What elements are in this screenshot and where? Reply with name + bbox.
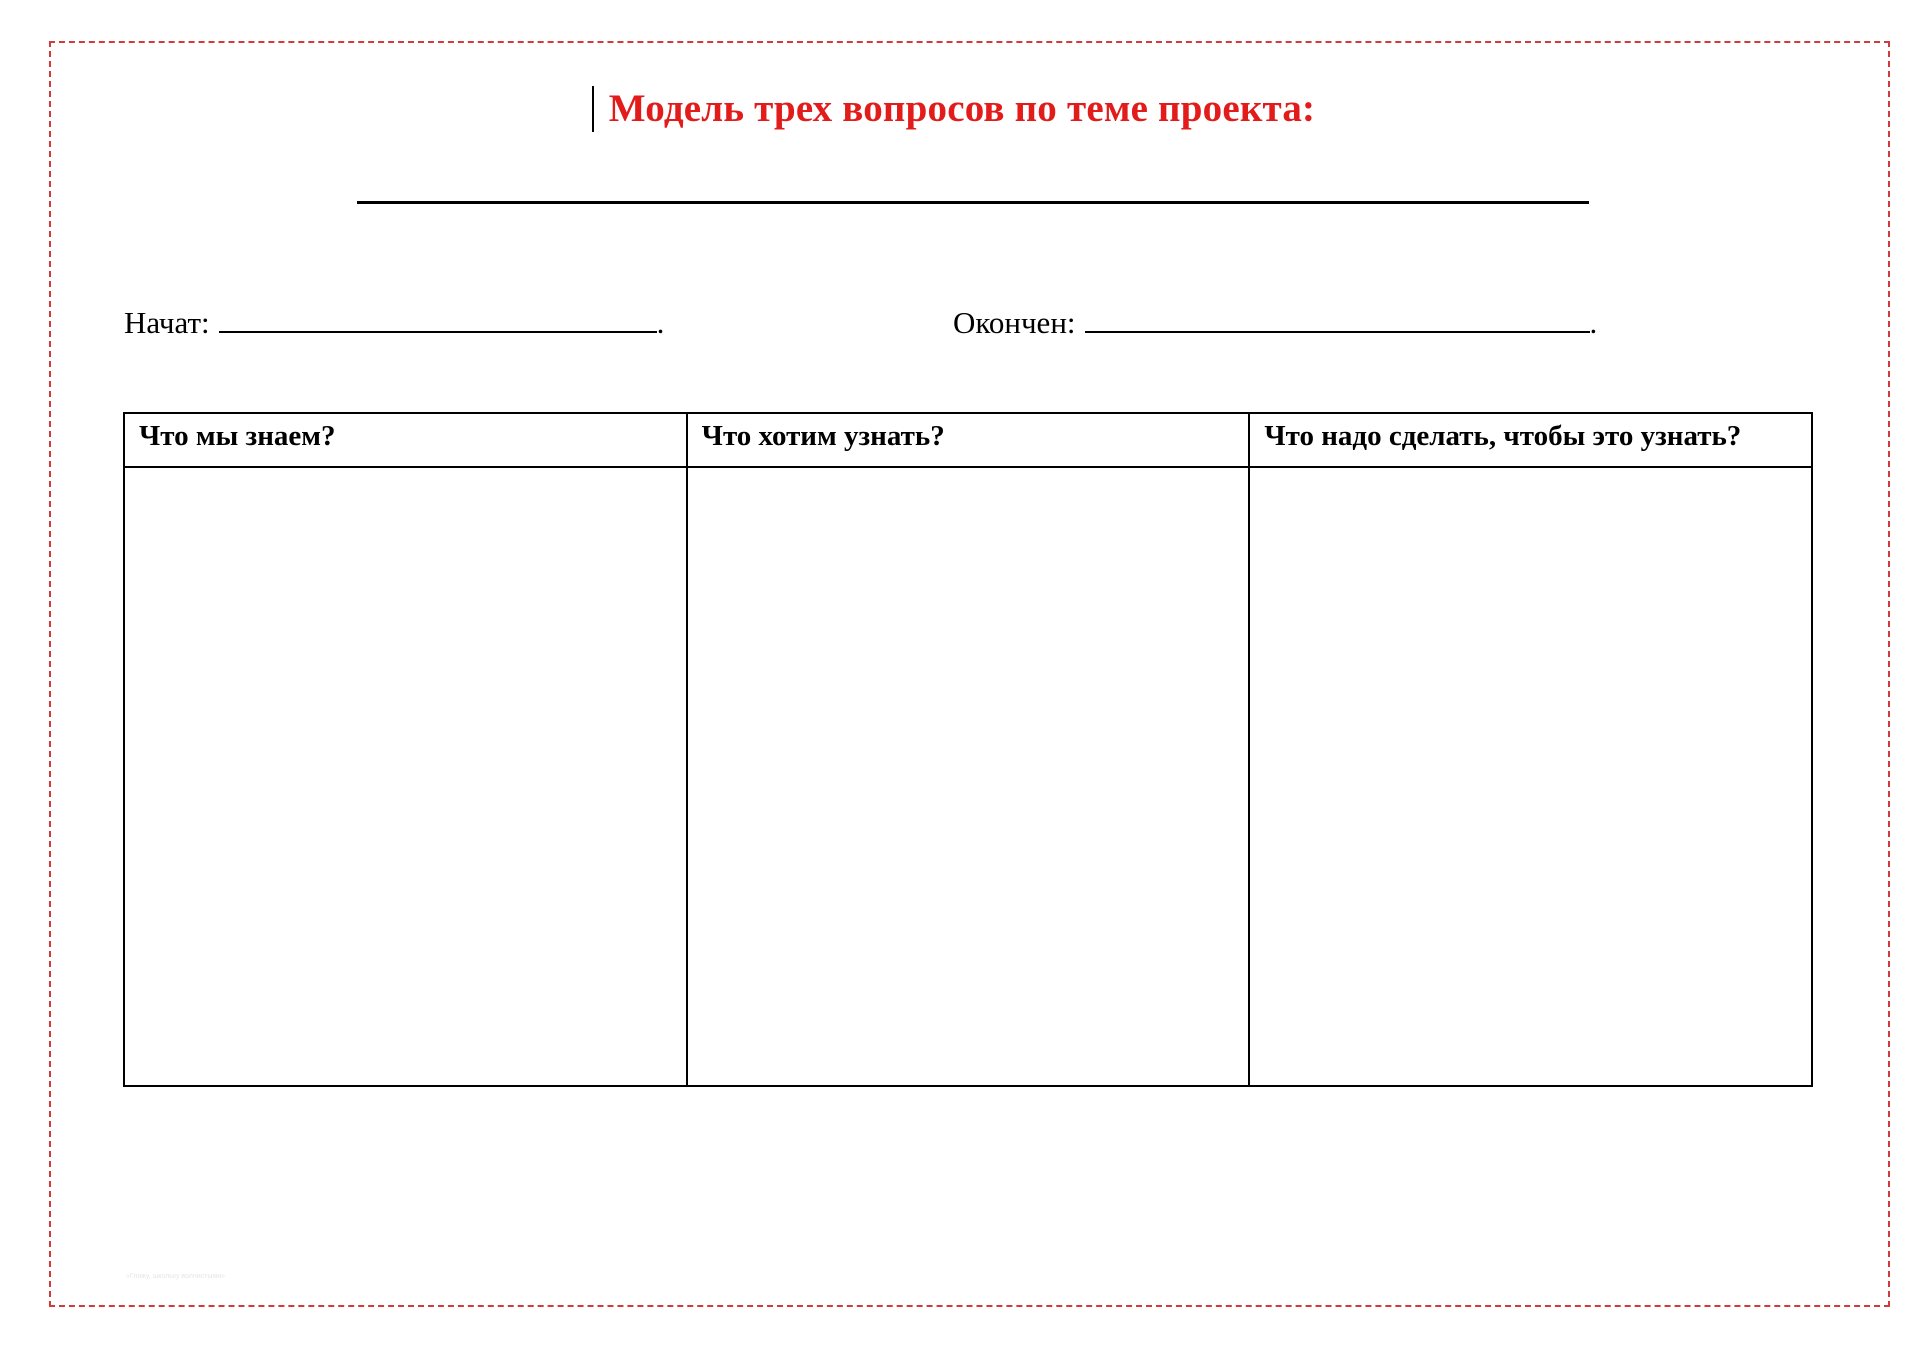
table-row	[124, 467, 1812, 1086]
header-know: Что мы знаем?	[124, 413, 687, 467]
started-field[interactable]	[124, 301, 664, 341]
started-fill-line[interactable]	[219, 301, 657, 333]
finished-field[interactable]	[953, 301, 1597, 341]
finished-label: Окончен:	[953, 305, 1076, 340]
cell-know[interactable]	[124, 467, 687, 1086]
topic-fill-line[interactable]	[357, 201, 1589, 204]
started-period: .	[656, 305, 665, 340]
cell-how-to-learn[interactable]	[1249, 467, 1812, 1086]
finished-fill-line[interactable]	[1085, 301, 1590, 333]
started-label: Начат:	[124, 305, 210, 340]
finished-period: .	[1589, 305, 1598, 340]
footer-note: «Гляжу, школьку волнистыми»	[126, 1273, 226, 1280]
document-title[interactable]: Модель трех вопросов по теме проекта:	[608, 87, 1316, 130]
cell-want-to-know[interactable]	[687, 467, 1250, 1086]
header-how-to-learn: Что надо сделать, чтобы это узнать?	[1249, 413, 1812, 467]
three-questions-table	[123, 412, 1813, 1087]
header-want-to-know: Что хотим узнать?	[687, 413, 1250, 467]
table-header-row	[124, 413, 1812, 467]
